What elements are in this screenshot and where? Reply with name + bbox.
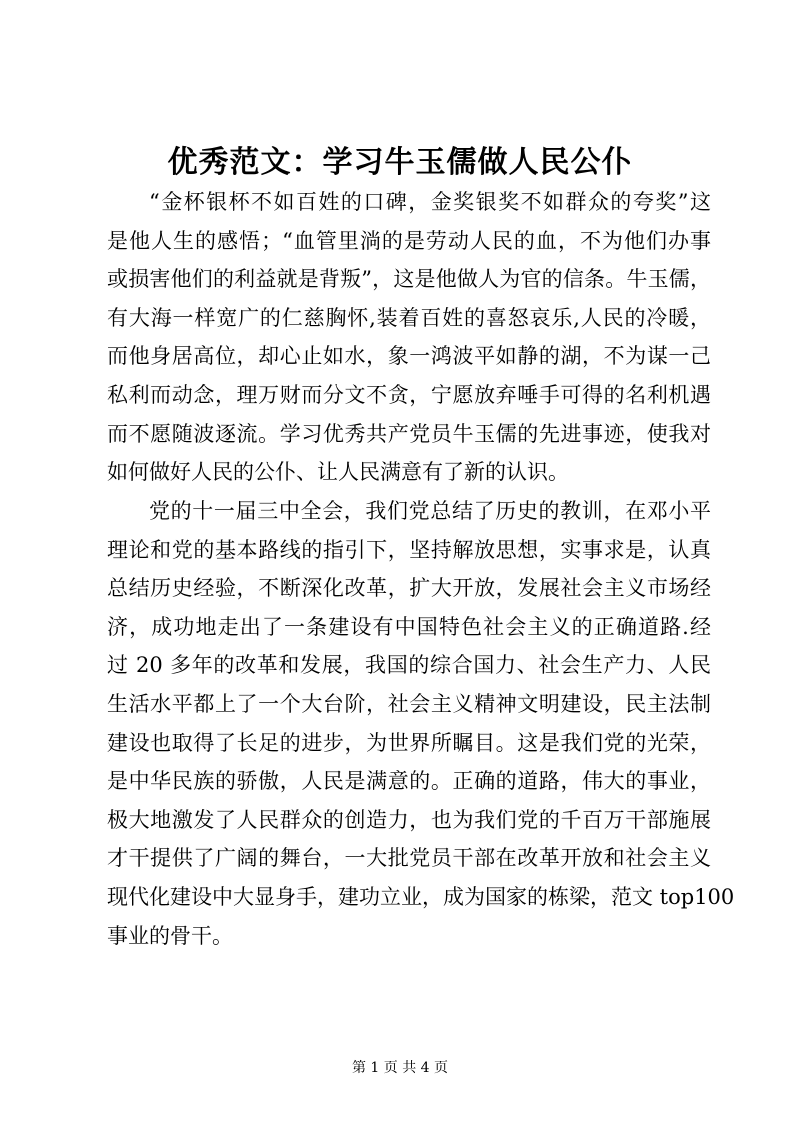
paragraph-line: 生活水平都上了一个大台阶，社会主义精神文明建设，民主法制 [107,691,711,716]
page-title: 优秀范文：学习牛玉儒做人民公仆 [167,145,633,180]
paragraph-line: “金杯银杯不如百姓的口碑，金奖银奖不如群众的夸奖”这 [149,190,711,214]
paragraph-line: 理论和党的基本路线的指引下，坚持解放思想，实事求是，认真 [107,537,711,562]
paragraph-line: 或损害他们的利益就是背叛”，这是他做人为官的信条。牛玉儒， [107,267,711,292]
paragraph-line: 过 20 多年的改革和发展，我国的综合国力、社会生产力、人民 [107,653,711,678]
body-paragraph-2 [107,492,735,955]
paragraph-line: 私利而动念，理万财而分文不贪，宁愿放弃唾手可得的名利机遇 [107,382,711,407]
paragraph-line: 事业的骨干。 [107,923,233,948]
page-footer: 第 1 页 共 4 页 [351,1060,449,1076]
paragraph-line: 是中华民族的骄傲，人民是满意的。正确的道路，伟大的事业， [107,769,711,794]
body-paragraph-1 [107,183,711,492]
paragraph-line: 建设也取得了长足的进步，为世界所瞩目。这是我们党的光荣， [107,730,711,755]
paragraph-line: 有大海一样宽广的仁慈胸怀,装着百姓的喜怒哀乐,人民的冷暖， [107,305,711,330]
paragraph-line: 如何做好人民的公仆、让人民满意有了新的认识。 [107,460,569,485]
paragraph-line: 而不愿随波逐流。学习优秀共产党员牛玉儒的先进事迹，使我对 [107,421,711,446]
paragraph-line: 极大地激发了人民群众的创造力，也为我们党的千百万干部施展 [107,807,711,832]
paragraph-line: 而他身居高位，却心止如水，象一鸿波平如静的湖，不为谋一己 [107,344,711,369]
paragraph-line: 总结历史经验，不断深化改革，扩大开放，发展社会主义市场经 [107,576,711,601]
paragraph-line: 现代化建设中大显身手，建功立业，成为国家的栋梁，范文 top100 [107,884,735,909]
paragraph-line: 是他人生的感悟；“血管里淌的是劳动人民的血，不为他们办事 [107,228,711,253]
paragraph-line: 党的十一届三中全会，我们党总结了历史的教训，在邓小平 [149,499,711,523]
paragraph-line: 济，成功地走出了一条建设有中国特色社会主义的正确道路.经 [107,614,711,639]
paragraph-line: 才干提供了广阔的舞台，一大批党员干部在改革开放和社会主义 [107,846,711,871]
